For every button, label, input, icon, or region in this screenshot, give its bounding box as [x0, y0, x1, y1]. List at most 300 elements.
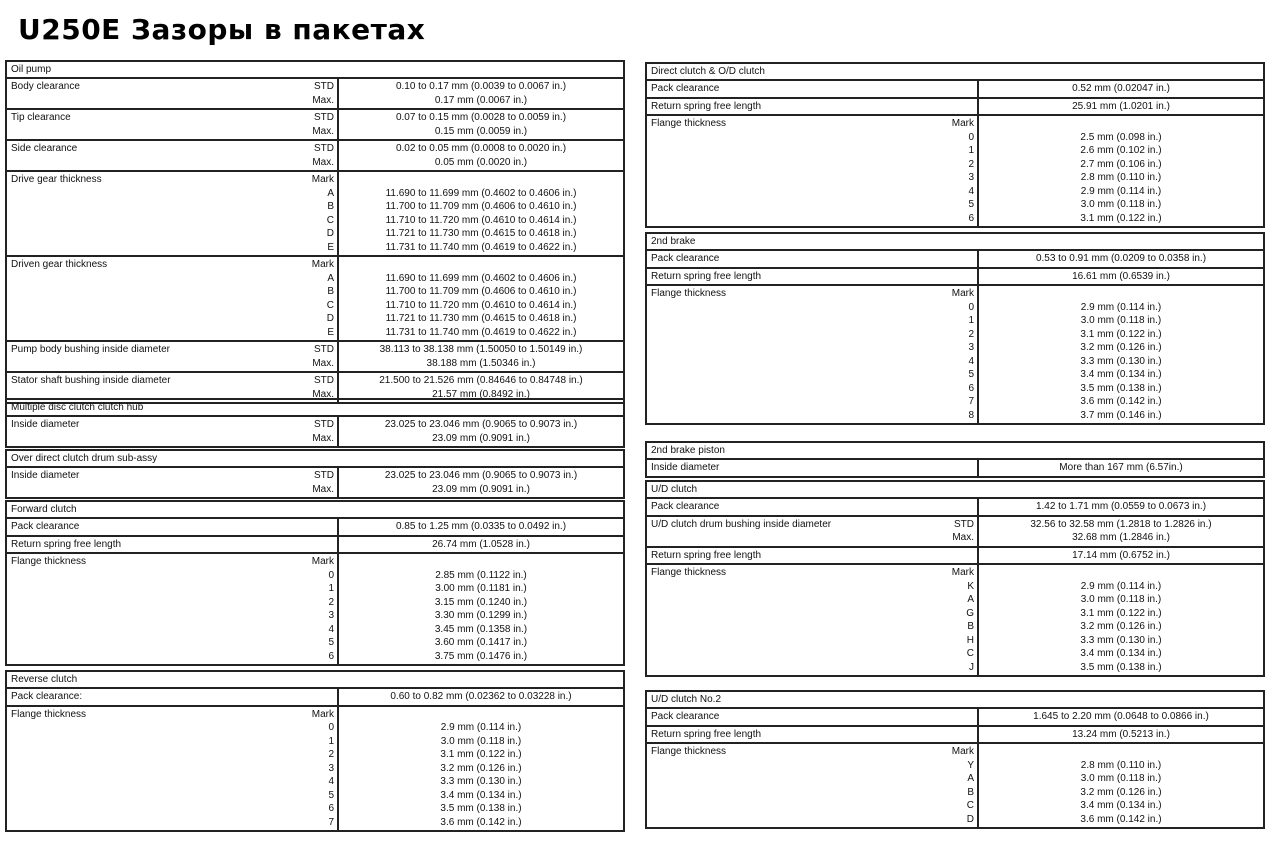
row-mark-line: 1: [968, 145, 974, 156]
row-mark-line: 4: [328, 776, 334, 787]
row-mark: [935, 517, 977, 546]
row-mark-line: 7: [968, 396, 974, 407]
row-mark: [935, 116, 977, 226]
row-label-text: Pack clearance: [651, 83, 720, 94]
spec-row: [7, 110, 623, 141]
row-mark-line: 5: [968, 369, 974, 380]
row-value-line: 3.00 mm (0.1181 in.): [435, 583, 527, 594]
row-mark-line: Mark: [311, 556, 334, 567]
row-label: [647, 548, 935, 564]
row-mark-line: 6: [328, 650, 334, 662]
row-label-text: Side clearance: [11, 143, 78, 154]
row-label-text: Pack clearance:: [11, 691, 83, 702]
row-mark-line: K: [967, 580, 974, 592]
row-value-line: 11.721 to 11.730 mm (0.4615 to 0.4618 in.): [385, 313, 577, 324]
row-value-line: 16.61 mm (0.6539 in.): [1072, 270, 1170, 282]
row-mark-line: [298, 520, 334, 534]
row-value-line: [339, 708, 623, 722]
row-label-text: Stator shaft bushing inside diameter: [11, 375, 171, 386]
row-label: [647, 744, 935, 827]
row-mark-line: STD: [314, 470, 334, 481]
row-value-line: 11.690 to 11.699 mm (0.4602 to 0.4606 in.): [385, 187, 577, 199]
row-label: [647, 99, 935, 115]
spec-row: [647, 251, 1263, 269]
row-mark: [935, 99, 977, 115]
row-label-text: Inside diameter: [11, 419, 80, 430]
row-label-text: Inside diameter: [11, 470, 80, 481]
row-mark-line: Mark: [951, 746, 974, 757]
row-value-line: 11.731 to 11.740 mm (0.4619 to 0.4622 in.): [385, 326, 577, 338]
row-mark-line: A: [327, 272, 334, 284]
row-label: [7, 537, 295, 553]
row-mark-line: Y: [967, 759, 974, 771]
row-mark: [935, 727, 977, 743]
spec-row: [7, 468, 623, 499]
row-mark-line: 5: [328, 637, 334, 648]
row-value-line: 3.3 mm (0.130 in.): [1080, 355, 1162, 367]
row-mark-line: B: [967, 621, 974, 632]
row-label-text: Body clearance: [11, 81, 80, 92]
row-mark: [935, 251, 977, 267]
spec-section: [5, 398, 625, 448]
row-mark-line: 4: [328, 623, 334, 635]
row-value: [337, 689, 623, 705]
row-value-line: 1.645 to 2.20 mm (0.0648 to 0.0866 in.): [1033, 711, 1209, 722]
row-label-text: Flange thickness: [651, 567, 727, 578]
row-value-line: 3.7 mm (0.146 in.): [1080, 409, 1162, 421]
row-label: [647, 116, 935, 226]
row-value-line: 3.2 mm (0.126 in.): [440, 762, 522, 774]
row-mark: [935, 286, 977, 423]
row-label: [647, 727, 935, 743]
row-mark: [295, 257, 337, 340]
row-mark-line: Mark: [951, 567, 974, 578]
row-value: [337, 141, 623, 170]
row-mark-line: A: [967, 773, 974, 784]
row-value: [977, 251, 1263, 267]
row-value-line: 1.42 to 1.71 mm (0.0559 to 0.0673 in.): [1035, 501, 1207, 512]
row-value-line: [339, 258, 623, 272]
row-mark: [295, 172, 337, 255]
row-mark: [295, 519, 337, 535]
row-mark-line: STD: [314, 375, 334, 386]
row-mark-line: 7: [328, 816, 334, 828]
row-value-line: 3.5 mm (0.138 in.): [440, 803, 522, 814]
row-value-line: 3.4 mm (0.134 in.): [1080, 369, 1162, 380]
row-value-line: 3.2 mm (0.126 in.): [1080, 621, 1162, 632]
row-mark: [935, 565, 977, 675]
section-title: U/D clutch: [647, 482, 1263, 499]
row-value-line: 2.9 mm (0.114 in.): [440, 722, 522, 733]
row-value-line: [979, 287, 1263, 301]
row-value-line: 3.15 mm (0.1240 in.): [434, 596, 528, 608]
row-mark-line: Mark: [951, 288, 974, 299]
row-label: [7, 689, 295, 705]
row-mark-line: D: [966, 813, 974, 825]
row-value: [337, 110, 623, 139]
row-label-text: Return spring free length: [651, 549, 762, 561]
row-value: [977, 286, 1263, 423]
section-title: Reverse clutch: [7, 672, 623, 689]
row-value-line: 17.14 mm (0.6752 in.): [1072, 549, 1170, 561]
row-mark-line: STD: [954, 518, 974, 530]
section-title: Oil pump: [7, 62, 623, 79]
row-value-line: 0.17 mm (0.0067 in.): [434, 94, 528, 106]
row-mark-line: D: [326, 228, 334, 239]
row-mark-line: 6: [968, 382, 974, 394]
row-mark-line: 3: [968, 342, 974, 353]
row-value-line: 3.0 mm (0.118 in.): [1080, 199, 1162, 210]
row-mark-line: A: [327, 187, 334, 199]
row-mark-line: Mark: [311, 174, 334, 185]
row-mark-line: 2: [968, 158, 974, 170]
row-value-line: 2.8 mm (0.110 in.): [1080, 759, 1162, 771]
row-mark: [935, 269, 977, 285]
row-value-line: 3.2 mm (0.126 in.): [1080, 342, 1162, 353]
section-title: Direct clutch & O/D clutch: [647, 64, 1263, 81]
row-label: [647, 565, 935, 675]
row-label-text: Drive gear thickness: [11, 174, 102, 185]
row-value: [337, 537, 623, 553]
row-mark-line: [938, 461, 974, 475]
row-label: [7, 468, 295, 497]
row-mark-line: C: [966, 800, 974, 811]
row-mark-line: Max.: [952, 532, 974, 543]
row-mark: [295, 689, 337, 705]
row-mark-line: Max.: [312, 94, 334, 106]
row-mark-line: Max.: [312, 357, 334, 369]
spec-section: [5, 60, 625, 404]
spec-row: [7, 342, 623, 373]
row-value: [977, 565, 1263, 675]
row-value-line: 0.52 mm (0.02047 in.): [1072, 83, 1170, 94]
row-value: [977, 99, 1263, 115]
row-label: [7, 342, 295, 371]
row-mark-line: H: [966, 634, 974, 646]
row-value-line: 3.0 mm (0.118 in.): [1080, 594, 1162, 605]
row-value-line: 3.5 mm (0.138 in.): [1080, 661, 1162, 673]
row-mark-line: B: [967, 786, 974, 798]
row-mark-line: [298, 690, 334, 704]
row-mark-line: B: [327, 286, 334, 297]
row-label-text: U/D clutch drum bushing inside diameter: [651, 518, 832, 530]
row-mark-line: STD: [314, 112, 334, 123]
row-value-line: 3.1 mm (0.122 in.): [1080, 212, 1162, 224]
spec-row: [647, 709, 1263, 727]
spec-row: [7, 554, 623, 666]
spec-row: [7, 257, 623, 342]
row-value-line: 3.6 mm (0.142 in.): [440, 816, 522, 828]
row-mark-line: [938, 500, 974, 514]
spec-row: [647, 565, 1263, 677]
row-value-line: 23.09 mm (0.9091 in.): [432, 483, 530, 495]
spec-section: [645, 690, 1265, 829]
row-mark-line: G: [966, 607, 974, 619]
row-mark-line: A: [967, 594, 974, 605]
row-mark-line: C: [326, 299, 334, 311]
row-value-line: 3.5 mm (0.138 in.): [1080, 382, 1162, 394]
row-value-line: [979, 117, 1263, 131]
row-value-line: 2.8 mm (0.110 in.): [1080, 172, 1162, 183]
row-value-line: 11.690 to 11.699 mm (0.4602 to 0.4606 in.): [385, 272, 577, 284]
row-value-line: 3.0 mm (0.118 in.): [440, 735, 522, 747]
row-label: [647, 460, 935, 476]
row-value-line: 32.56 to 32.58 mm (1.2818 to 1.2826 in.): [1030, 518, 1212, 530]
row-mark-line: [938, 549, 974, 563]
spec-row: [7, 417, 623, 448]
row-value: [977, 727, 1263, 743]
row-label-text: Flange thickness: [651, 288, 727, 299]
spec-row: [647, 548, 1263, 566]
row-value-line: 3.1 mm (0.122 in.): [1080, 328, 1162, 340]
row-value-line: 3.1 mm (0.122 in.): [1080, 607, 1162, 619]
row-value: [337, 172, 623, 255]
row-label-text: Pack clearance: [651, 711, 720, 722]
row-value-line: 11.721 to 11.730 mm (0.4615 to 0.4618 in.): [385, 228, 577, 239]
row-value-line: 3.2 mm (0.126 in.): [1080, 786, 1162, 798]
row-mark-line: E: [327, 241, 334, 253]
row-label: [647, 517, 935, 546]
row-value-line: 32.68 mm (1.2846 in.): [1072, 532, 1170, 543]
row-mark: [295, 468, 337, 497]
row-mark-line: Mark: [311, 259, 334, 270]
row-value: [977, 269, 1263, 285]
row-mark-line: 4: [968, 185, 974, 197]
row-mark-line: [938, 100, 974, 114]
row-value: [977, 517, 1263, 546]
row-mark-line: Max.: [312, 432, 334, 444]
row-mark-line: STD: [314, 143, 334, 154]
row-mark: [295, 342, 337, 371]
row-label-text: Flange thickness: [651, 118, 727, 129]
row-mark-line: B: [327, 201, 334, 212]
row-mark-line: 1: [968, 315, 974, 326]
section-title: 2nd brake piston: [647, 443, 1263, 460]
section-title: Multiple disc clutch clutch hub: [7, 400, 623, 417]
row-value-line: 0.10 to 0.17 mm (0.0039 to 0.0067 in.): [395, 81, 567, 92]
row-mark-line: C: [326, 214, 334, 226]
row-value-line: 3.3 mm (0.130 in.): [440, 776, 522, 787]
row-label: [647, 499, 935, 515]
row-value: [977, 709, 1263, 725]
row-value-line: 2.9 mm (0.114 in.): [1080, 185, 1162, 197]
spec-row: [7, 79, 623, 110]
row-value-line: 3.30 mm (0.1299 in.): [434, 610, 528, 621]
row-value-line: 21.57 mm (0.8492 in.): [432, 388, 530, 400]
spec-row: [7, 172, 623, 257]
row-value-line: [979, 566, 1263, 580]
row-mark-line: 0: [328, 569, 334, 581]
row-mark: [935, 744, 977, 827]
row-mark-line: STD: [314, 81, 334, 92]
row-value: [977, 744, 1263, 827]
row-value: [337, 468, 623, 497]
row-value: [337, 519, 623, 535]
row-value-line: 0.53 to 0.91 mm (0.0209 to 0.0358 in.): [1035, 253, 1207, 264]
row-mark: [295, 707, 337, 831]
row-label: [647, 251, 935, 267]
row-label: [7, 707, 295, 831]
row-mark-line: Max.: [312, 388, 334, 400]
row-mark-line: E: [327, 326, 334, 338]
row-label: [7, 417, 295, 446]
row-label-text: Pack clearance: [11, 521, 80, 532]
row-value-line: 23.09 mm (0.9091 in.): [432, 432, 530, 444]
row-label-text: Pack clearance: [651, 253, 720, 264]
row-mark-line: 1: [328, 583, 334, 594]
row-value-line: 0.60 to 0.82 mm (0.02362 to 0.03228 in.): [390, 691, 572, 702]
row-mark-line: STD: [314, 344, 334, 355]
spec-row: [7, 707, 623, 833]
row-value-line: 2.7 mm (0.106 in.): [1080, 158, 1162, 170]
row-mark-line: [938, 82, 974, 96]
row-value-line: [339, 555, 623, 569]
spec-row: [647, 269, 1263, 287]
row-label: [7, 141, 295, 170]
row-value-line: 3.4 mm (0.134 in.): [1080, 800, 1162, 811]
row-label: [7, 554, 295, 664]
row-value: [337, 554, 623, 664]
row-mark-line: 0: [968, 131, 974, 143]
spec-section: [645, 232, 1265, 425]
section-title: 2nd brake: [647, 234, 1263, 251]
spec-row: [647, 727, 1263, 745]
row-value: [337, 707, 623, 831]
row-mark-line: 6: [968, 212, 974, 224]
row-value-line: 0.85 to 1.25 mm (0.0335 to 0.0492 in.): [395, 521, 567, 532]
row-value: [337, 257, 623, 340]
spec-section: [5, 449, 625, 499]
row-label-text: Inside diameter: [651, 462, 720, 473]
row-mark-line: 5: [328, 789, 334, 801]
row-label-text: Pump body bushing inside diameter: [11, 344, 170, 355]
row-value: [337, 342, 623, 371]
spec-section: [5, 670, 625, 832]
row-value: [337, 79, 623, 108]
spec-row: [647, 99, 1263, 117]
row-value-line: 3.0 mm (0.118 in.): [1080, 773, 1162, 784]
row-value-line: 11.710 to 11.720 mm (0.4610 to 0.4614 in.): [385, 299, 577, 311]
row-label-text: Tip clearance: [11, 112, 71, 123]
row-mark: [295, 79, 337, 108]
row-value-line: 2.6 mm (0.102 in.): [1080, 145, 1162, 156]
row-value-line: 2.85 mm (0.1122 in.): [435, 569, 527, 581]
row-label-text: Flange thickness: [651, 746, 727, 757]
row-label-text: Return spring free length: [651, 728, 762, 740]
row-value-line: 11.731 to 11.740 mm (0.4619 to 0.4622 in.): [385, 241, 577, 253]
spec-section: [645, 480, 1265, 677]
row-mark-line: 3: [328, 610, 334, 621]
row-value-line: 3.4 mm (0.134 in.): [440, 789, 522, 801]
row-value-line: 2.5 mm (0.098 in.): [1080, 131, 1162, 143]
row-mark-line: [298, 538, 334, 552]
row-label: [647, 81, 935, 97]
row-mark-line: [938, 252, 974, 266]
row-label: [7, 519, 295, 535]
row-mark-line: 2: [328, 596, 334, 608]
row-mark-line: [938, 270, 974, 284]
row-label-text: Pack clearance: [651, 501, 720, 512]
row-mark-line: Max.: [312, 483, 334, 495]
row-mark: [935, 81, 977, 97]
spec-row: [647, 81, 1263, 99]
row-value-line: 38.188 mm (1.50346 in.): [426, 357, 536, 369]
row-mark-line: STD: [314, 419, 334, 430]
spec-row: [7, 141, 623, 172]
row-value-line: 13.24 mm (0.5213 in.): [1072, 728, 1170, 740]
spec-section: [645, 441, 1265, 478]
row-label-text: Return spring free length: [651, 100, 762, 112]
row-mark-line: D: [326, 313, 334, 324]
row-value-line: 3.75 mm (0.1476 in.): [434, 650, 528, 662]
row-value-line: 0.07 to 0.15 mm (0.0028 to 0.0059 in.): [395, 112, 567, 123]
row-value-line: 25.91 mm (1.0201 in.): [1072, 100, 1170, 112]
row-value-line: 3.45 mm (0.1358 in.): [434, 623, 528, 635]
row-label-text: Return spring free length: [11, 538, 122, 550]
row-mark: [295, 537, 337, 553]
row-value: [977, 548, 1263, 564]
row-value-line: 2.9 mm (0.114 in.): [1080, 580, 1162, 592]
row-mark-line: Mark: [951, 118, 974, 129]
row-label: [7, 257, 295, 340]
row-value-line: 26.74 mm (1.0528 in.): [432, 538, 530, 550]
spec-section: [645, 62, 1265, 228]
row-value-line: 3.4 mm (0.134 in.): [1080, 648, 1162, 659]
row-value: [977, 499, 1263, 515]
row-label-text: Driven gear thickness: [11, 259, 108, 270]
row-value-line: 11.700 to 11.709 mm (0.4606 to 0.4610 in.): [385, 286, 577, 297]
row-mark: [295, 141, 337, 170]
row-mark: [935, 460, 977, 476]
spec-row: [7, 519, 623, 537]
row-mark: [935, 548, 977, 564]
row-mark-line: J: [969, 661, 974, 673]
row-value-line: 2.9 mm (0.114 in.): [1080, 301, 1162, 313]
row-mark-line: 1: [328, 735, 334, 747]
row-value-line: 3.60 mm (0.1417 in.): [434, 637, 528, 648]
row-mark-line: 2: [328, 749, 334, 760]
spec-row: [647, 286, 1263, 425]
row-value-line: 11.700 to 11.709 mm (0.4606 to 0.4610 in.): [385, 201, 577, 212]
spec-row: [7, 537, 623, 555]
row-mark: [295, 110, 337, 139]
row-label-text: Flange thickness: [11, 556, 87, 567]
section-title: Forward clutch: [7, 502, 623, 519]
row-mark-line: [938, 728, 974, 742]
row-value-line: 3.1 mm (0.122 in.): [440, 749, 522, 760]
row-label-text: Flange thickness: [11, 708, 87, 720]
row-value-line: 38.113 to 38.138 mm (1.50050 to 1.50149 in.): [379, 344, 583, 355]
section-title: U/D clutch No.2: [647, 692, 1263, 709]
row-label: [647, 269, 935, 285]
row-label: [7, 172, 295, 255]
row-mark-line: 8: [968, 409, 974, 421]
row-mark-line: Max.: [312, 156, 334, 168]
row-mark: [935, 499, 977, 515]
row-mark-line: 2: [968, 328, 974, 340]
spec-section: [5, 500, 625, 666]
row-value-line: 3.0 mm (0.118 in.): [1080, 315, 1162, 326]
row-mark-line: Max.: [312, 125, 334, 137]
row-value-line: [339, 173, 623, 187]
row-mark: [935, 709, 977, 725]
row-mark: [295, 417, 337, 446]
row-value: [977, 116, 1263, 226]
row-value-line: 3.6 mm (0.142 in.): [1080, 813, 1162, 825]
spec-row: [647, 744, 1263, 829]
row-value-line: 3.6 mm (0.142 in.): [1080, 396, 1162, 407]
row-mark-line: Mark: [311, 708, 334, 720]
